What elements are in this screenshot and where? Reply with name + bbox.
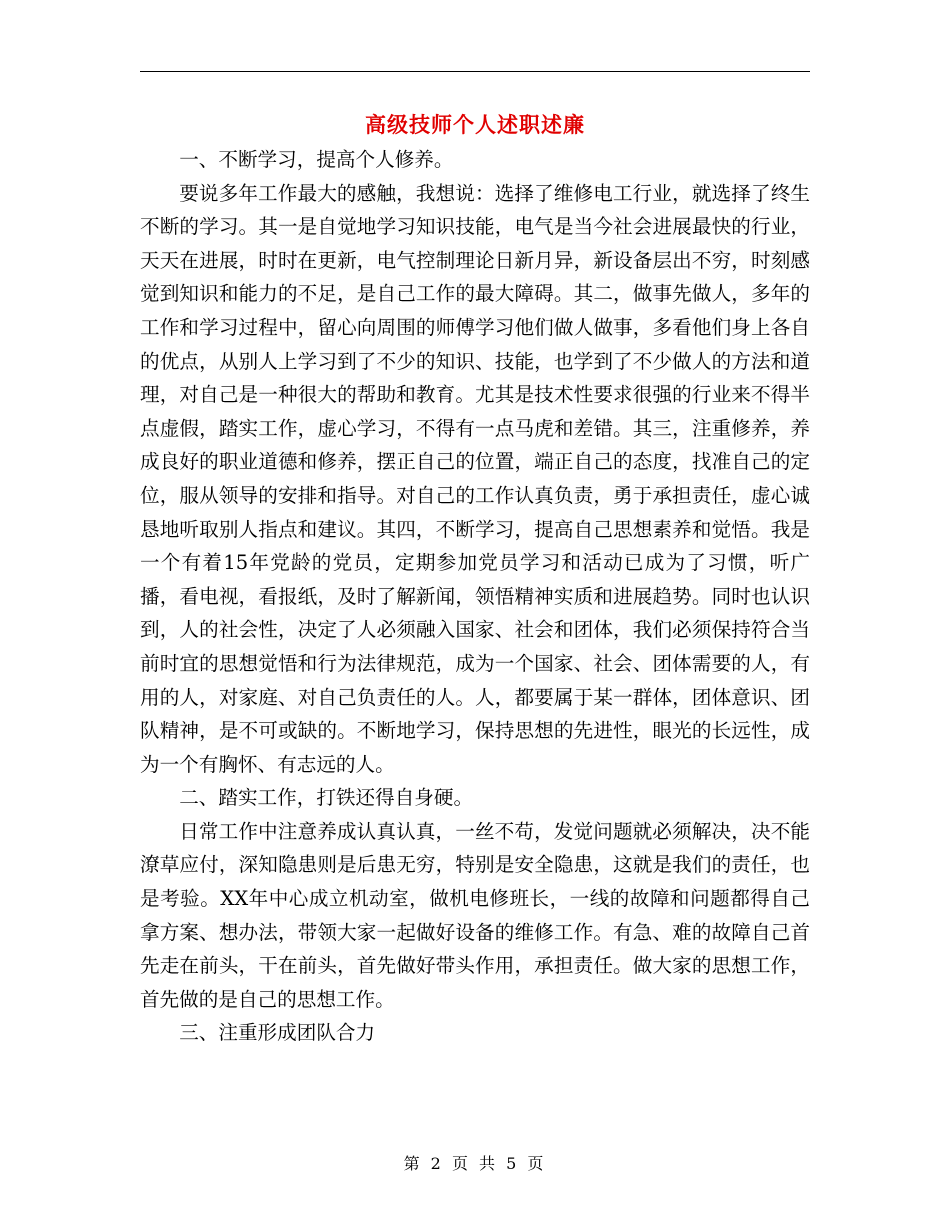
section-heading-3: 三、注重形成团队合力 [179, 1021, 376, 1045]
section-heading-2: 二、踏实工作，打铁还得自身硬。 [179, 786, 474, 810]
paragraph: 要说多年工作最大的感触，我想说：选择了维修电工行业，就选择了终生不断的学习。其一是自觉地学习知识技能，电气是当今社会进展最快的行业，天天在进展，时时在更新，电气控制理论日新月异，新设备层出不穷，时刻感觉到知识和能力的不足，是自己工作的最大障碍。其二，做事先做人，多年的工作和学习过程中，留心向周围的师傅学习他们做人做事，多看他们身上各自的优点，从别人上学习到了不少的知识、技能，也学到了不少做人的方法和道理，对自己是一种很大的帮助和教育。尤其是技术性要求很强的行业来不得半点虚假，踏实工作，虚心学习，不得有一点马虎和差错。其三，注重修养，养成良好的职业道德和修养，摆正自己的位置，端正自己的态度，找准自己的定位，服从领导的安排和指导。对自己的工作认真负责，勇于承担责任，虚心诚恳地听取别人指点和建议。其四，不断学习，提高自己思想素养和觉悟。我是一个有着15年党龄的党员，定期参加党员学习和活动已成为了习惯，听广播，看电视，看报纸，及时了解新闻，领悟精神实质和进展趋势。同时也认识到，人的社会性，决定了人必须融入国家、社会和团体，我们必须保持符合当前时宜的思想觉悟和行为法律规范，成为一个国家、社会、团体需要的人，有用的人，对家庭、对自己负责任的人。人，都要属于某一群体，团体意识、团队精神，是不可或缺的。不断地学习，保持思想的先进性，眼光的长远性，成为一个有胸怀、有志远的人。 [140, 181, 810, 776]
document-title: 高级技师个人述职述廉 [365, 112, 585, 137]
header-rule [140, 71, 810, 72]
document-body [140, 143, 810, 1050]
page-number-footer: 第 2 页 共 5 页 [403, 1154, 547, 1173]
section-heading-1: 一、不断学习，提高个人修养。 [179, 148, 454, 171]
paragraph: 日常工作中注意养成认真认真，一丝不苟，发觉问题就必须解决，决不能潦草应付，深知隐患则是后患无穷，特别是安全隐患，这就是我们的责任，也是考验。XX年中心成立机动室，做机电修班长，一线的故障和问题都得自己拿方案、想办法，带领大家一起做好设备的维修工作。有急、难的故障自己首先走在前头，干在前头，首先做好带头作用，承担责任。做大家的思想工作，首先做的是自己的思想工作。 [140, 819, 810, 1011]
